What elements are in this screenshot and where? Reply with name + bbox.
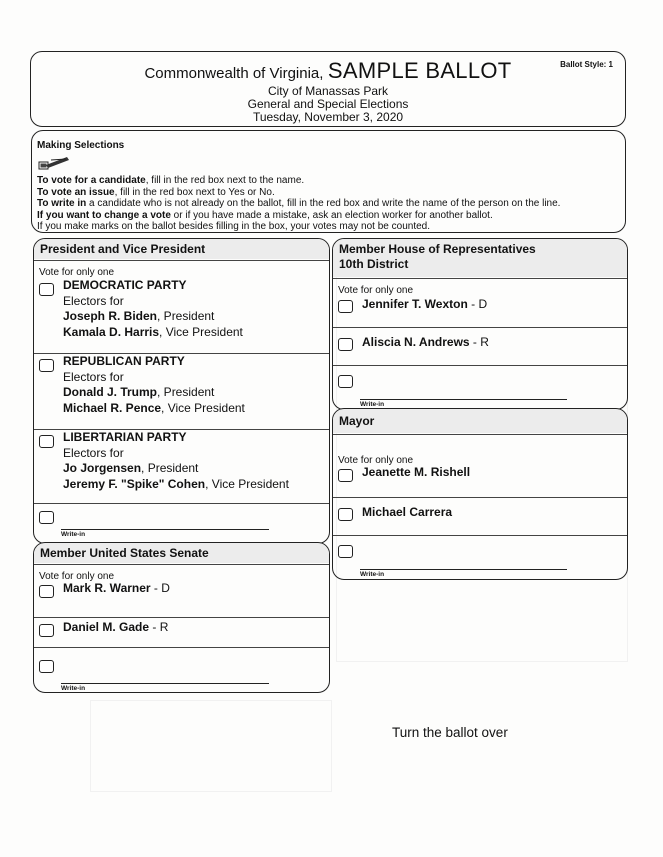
instruction-write-in: To write in a candidate who is not already on the ballot, fill in the red box and write the name of the person on the line. xyxy=(37,198,561,210)
vote-box-warner[interactable] xyxy=(39,585,54,598)
candidate-republican: REPUBLICAN PARTY Electors for Donald J. Trump, President Michael R. Pence, Vice President xyxy=(63,354,245,415)
instruction-candidate: To vote for a candidate, fill in the red box next to the name. xyxy=(37,175,305,186)
write-in-label: Write-in xyxy=(61,685,86,692)
bleed-through-region xyxy=(90,700,332,792)
candidate-libertarian: LIBERTARIAN PARTY Electors for Jo Jorgensen, President Jeremy F. "Spike" Cohen, Vice President xyxy=(63,430,289,491)
vote-box-write-in[interactable] xyxy=(338,545,353,558)
vote-box-andrews[interactable] xyxy=(338,338,353,351)
contest-mayor xyxy=(332,408,628,580)
contest-president xyxy=(33,238,330,544)
write-in-label: Write-in xyxy=(360,571,385,578)
write-in-line[interactable] xyxy=(61,683,269,684)
vote-box-write-in[interactable] xyxy=(338,375,353,388)
vote-box-gade[interactable] xyxy=(39,624,54,637)
candidate-andrews: Aliscia N. Andrews - R xyxy=(362,335,489,349)
vote-for-instruction: Vote for only one xyxy=(39,267,115,278)
vote-for-instruction: Vote for only one xyxy=(338,455,414,466)
contest-title: President and Vice President xyxy=(34,239,329,259)
election-date: Tuesday, November 3, 2020 xyxy=(252,110,404,124)
candidate-warner: Mark R. Warner - D xyxy=(63,581,170,595)
write-in-label: Write-in xyxy=(360,401,385,408)
vote-box-wexton[interactable] xyxy=(338,300,353,313)
instructions-text xyxy=(37,175,560,233)
vote-for-instruction: Vote for only one xyxy=(338,285,414,296)
turn-ballot-over-note: Turn the ballot over xyxy=(392,725,508,740)
contest-house xyxy=(332,238,628,410)
vote-box-republican[interactable] xyxy=(39,359,54,372)
instruction-issue: To vote an issue, fill in the red box next to Yes or No. xyxy=(37,186,275,198)
candidate-rishell: Jeanette M. Rishell xyxy=(362,465,471,479)
contest-senate xyxy=(33,542,330,693)
candidate-democratic: DEMOCRATIC PARTY Electors for Joseph R. Biden, President Kamala D. Harris, Vice President xyxy=(63,278,243,339)
vote-box-carrera[interactable] xyxy=(338,508,353,521)
instructions-box xyxy=(31,130,626,233)
vote-box-libertarian[interactable] xyxy=(39,435,54,448)
election-name: General and Special Elections xyxy=(247,97,409,111)
write-in-line[interactable] xyxy=(360,569,567,570)
instruction-stray-marks: If you make marks on the ballot besides filling in the box, your votes may not be counted. xyxy=(37,221,430,233)
header-title-line xyxy=(31,58,625,84)
contest-title: Mayor xyxy=(333,409,627,433)
vote-box-write-in[interactable] xyxy=(39,511,54,524)
candidate-carrera: Michael Carrera xyxy=(362,505,453,519)
sample-ballot-title: SAMPLE BALLOT xyxy=(327,58,512,83)
vote-for-instruction: Vote for only one xyxy=(39,571,115,582)
commonwealth-label: Commonwealth of Virginia, xyxy=(144,65,324,82)
vote-box-write-in[interactable] xyxy=(39,660,54,673)
candidate-wexton: Jennifer T. Wexton - D xyxy=(362,297,488,311)
vote-box-democratic[interactable] xyxy=(39,283,54,296)
city-name: City of Manassas Park xyxy=(267,84,389,98)
contest-title: Member United States Senate xyxy=(34,543,329,563)
candidate-gade: Daniel M. Gade - R xyxy=(63,620,169,634)
instructions-title: Making Selections xyxy=(37,140,125,151)
ballot-style: Ballot Style: 1 xyxy=(560,60,613,69)
instruction-change-vote: If you want to change a vote or if you have made a mistake, ask an election worker for another ballot. xyxy=(37,209,493,221)
write-in-line[interactable] xyxy=(61,529,269,530)
contest-title: Member House of Representatives 10th District xyxy=(333,239,627,277)
write-in-label: Write-in xyxy=(61,531,86,538)
pen-filling-box-icon xyxy=(38,156,70,172)
write-in-line[interactable] xyxy=(360,399,567,400)
ballot-header xyxy=(30,51,626,127)
vote-box-rishell[interactable] xyxy=(338,469,353,482)
